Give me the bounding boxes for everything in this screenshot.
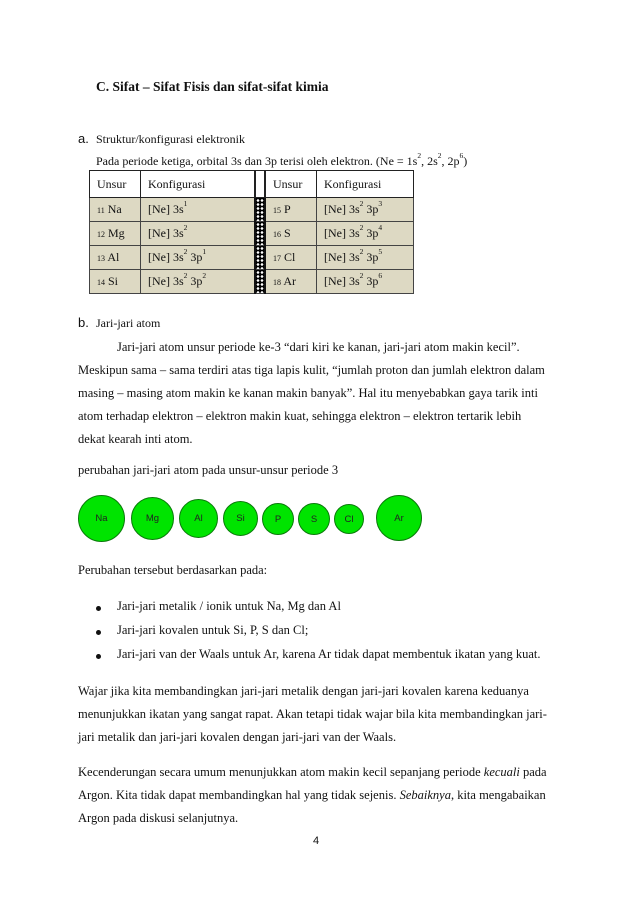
bullet-text: Jari-jari van der Waals untuk Ar, karena Ar tidak dapat membentuk ikatan yang kuat. [117,647,541,661]
table-header-konfigurasi: Konfigurasi [141,171,256,198]
subsection-a-letter: a. [78,131,89,146]
subsection-a-title: Struktur/konfigurasi elektronik [96,132,245,146]
table-separator [255,171,265,198]
paragraph-line: Jari-jari atom unsur periode ke-3 “dari kiri ke kanan, jari-jari atom makin kecil”. [117,340,520,354]
paragraph-line: Wajar jika kita membandingkan jari-jari metalik dengan jari-jari kovalen karena keduanya [78,684,529,698]
atom-s: S [298,503,330,535]
paragraph-line: menunjukkan ikatan yang sangat rapat. Akan tetapi tidak wajar bila kita membandingkan jari- [78,707,547,721]
paragraph-line: Meskipun sama – sama terdiri atas tiga lapis kulit, “jumlah proton dan jumlah elektron dalam [78,363,545,377]
atom-p: P [262,503,294,535]
atom-si: Si [223,501,258,536]
table-header-unsur: Unsur [90,171,141,198]
paragraph-line: Argon. Kita tidak dapat membandingkan hal yang tidak sejenis. Sebaiknya, kita mengabaikan [78,788,546,802]
bullet-dot [96,630,101,635]
table-header-konfigurasi-2: Konfigurasi [317,171,414,198]
paragraph-line: masing – masing atom makin ke kanan makin banyak”. Hal itu menyebabkan gaya tarik inti [78,386,538,400]
paragraph-line: dekat kearah inti atom. [78,432,193,446]
paragraph-line: Argon pada diskusi selanjutnya. [78,811,239,825]
table-row: 11 Na [Ne] $3s^1$ 15 P [Ne] $3s^2$ $3p^3$ [90,198,414,222]
subsection-b-title: Jari-jari atom [96,316,161,330]
bullet-text: Jari-jari metalik / ionik untuk Na, Mg dan Al [117,599,341,613]
atom-mg: Mg [131,497,174,540]
basis-intro: Perubahan tersebut berdasarkan pada: [78,563,268,577]
diagram-caption: perubahan jari-jari atom pada unsur-unsur periode 3 [78,463,339,477]
subsection-b-letter: b. [78,315,89,330]
subsection-a-intro: Pada periode ketiga, orbital 3s dan 3p terisi oleh elektron. ($Ne = 1s^2$, $2s^2$, $2p^6$) [96,151,468,168]
atomic-radius-diagram [78,495,438,540]
section-heading: C. Sifat – Sifat Fisis dan sifat-sifat kimia [96,79,329,94]
bullet-dot [96,654,101,659]
table-row: 12 Mg [Ne] $3s^2$ 16 S [Ne] $3s^2$ $3p^4$ [90,222,414,246]
bullet-text: Jari-jari kovalen untuk Si, P, S dan Cl; [117,623,309,637]
atom-na: Na [78,495,125,542]
atom-ar: Ar [376,495,422,541]
table-header-unsur-2: Unsur [265,171,317,198]
page-number: 4 [313,835,320,847]
paragraph-line: jari metalik dan jari-jari kovalen dengan jari-jari van der Waals. [78,730,397,744]
electron-config-table [89,170,414,294]
paragraph-line: atom terhadap elektron – elektron makin kuat, sehingga elektron – elektron tertarik lebih [78,409,522,423]
atom-al: Al [179,499,218,538]
table-row: 14 Si [Ne] $3s^2$ $3p^2$ 18 Ar [Ne] $3s^2$ $3p^6$ [90,270,414,294]
paragraph-line: Kecenderungan secara umum menunjukkan atom makin kecil sepanjang periode kecuali pada [78,765,547,779]
bullet-dot [96,606,101,611]
table-row: 13 Al [Ne] $3s^2$ $3p^1$ 17 Cl [Ne] $3s^2$ $3p^5$ [90,246,414,270]
atom-cl: Cl [334,504,364,534]
